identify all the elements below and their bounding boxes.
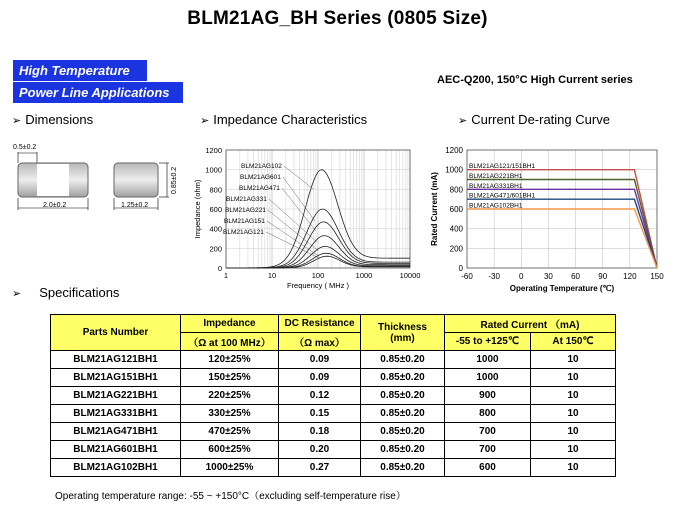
curve-label: BLM21AG601 xyxy=(240,174,281,181)
y-tick-label: 1200 xyxy=(205,146,222,155)
series-label: BLM21AG471/601BH1 xyxy=(469,192,536,200)
banner-high-temperature: High Temperature xyxy=(13,60,147,81)
th-rated-range: -55 to +125℃ xyxy=(445,333,531,351)
table-cell: 0.12 xyxy=(279,387,361,405)
aec-note: AEC-Q200, 150°C High Current series xyxy=(437,74,633,86)
section-derating xyxy=(458,112,610,127)
table-cell: 0.85±0.20 xyxy=(361,441,445,459)
table-row xyxy=(51,423,616,441)
arrow-icon: ➢ xyxy=(458,115,468,127)
table-cell: 10 xyxy=(531,387,616,405)
table-cell: 10 xyxy=(531,441,616,459)
y-tick-label: 0 xyxy=(217,264,222,273)
x-tick-label: 10000 xyxy=(399,271,421,280)
x-axis-label: Frequency ( MHz ) xyxy=(286,281,350,290)
table-row xyxy=(51,405,616,423)
x-tick-label: 100 xyxy=(311,271,325,280)
table-cell: 600 xyxy=(445,459,531,477)
table-cell: 120±25% xyxy=(181,351,279,369)
table-cell: 700 xyxy=(445,423,531,441)
table-cell: BLM21AG331BH1 xyxy=(51,405,181,423)
th-thickness-unit: (mm) xyxy=(390,332,415,344)
table-cell: 330±25% xyxy=(181,405,279,423)
arrow-icon: ➢ xyxy=(200,115,210,127)
table-cell: BLM21AG151BH1 xyxy=(51,369,181,387)
series-label: BLM21AG121/151BH1 xyxy=(469,163,536,171)
table-row xyxy=(51,441,616,459)
y-tick-label: 600 xyxy=(449,205,463,214)
specifications-table xyxy=(50,314,616,477)
th-dc: DC Resistance xyxy=(279,315,361,333)
table-cell: 700 xyxy=(445,441,531,459)
y-tick-label: 200 xyxy=(449,244,463,254)
table-cell: 10 xyxy=(531,351,616,369)
th-impedance-sub: （Ω at 100 MHz） xyxy=(181,333,279,351)
chip-side-view xyxy=(114,163,158,197)
table-cell: 0.85±0.20 xyxy=(361,405,445,423)
y-tick-label: 1200 xyxy=(445,146,463,155)
curve-label: BLM21AG471 xyxy=(239,185,280,192)
x-tick-label: 1 xyxy=(223,271,229,280)
arrow-icon: ➢ xyxy=(12,115,22,127)
x-tick-label: 1000 xyxy=(355,271,373,280)
table-cell: 0.85±0.20 xyxy=(361,351,445,369)
table-cell: 1000 xyxy=(445,351,531,369)
table-row xyxy=(51,459,616,477)
table-cell: 10 xyxy=(531,369,616,387)
curve-label: BLM21AG331 xyxy=(226,196,267,203)
x-tick-label: 120 xyxy=(623,272,637,281)
section-label: Specifications xyxy=(39,285,120,300)
table-cell: 1000±25% xyxy=(181,459,279,477)
dim-label-length: 2.0±0.2 xyxy=(43,202,67,209)
curve-label: BLM21AG102 xyxy=(241,163,282,170)
table-cell: 900 xyxy=(445,387,531,405)
dim-label-terminal: 0.5±0.2 xyxy=(13,144,37,151)
y-tick-label: 600 xyxy=(209,205,222,214)
table-cell: BLM21AG102BH1 xyxy=(51,459,181,477)
table-cell: 1000 xyxy=(445,369,531,387)
banner-power-line: Power Line Applications xyxy=(13,82,183,103)
table-cell: 220±25% xyxy=(181,387,279,405)
section-specs xyxy=(12,285,119,300)
x-tick-label: 60 xyxy=(571,272,581,281)
table-cell: BLM21AG471BH1 xyxy=(51,423,181,441)
curve-label: BLM21AG121 xyxy=(223,229,264,236)
th-dc-sub: （Ω max） xyxy=(279,333,361,351)
table-cell: 10 xyxy=(531,459,616,477)
x-tick-label: 0 xyxy=(519,272,524,281)
leader-line xyxy=(283,177,315,221)
table-cell: 0.15 xyxy=(279,405,361,423)
y-tick-label: 400 xyxy=(449,224,463,234)
table-cell: 0.18 xyxy=(279,423,361,441)
dim-label-thickness: 0.85±0.2 xyxy=(171,166,178,194)
footnote: Operating temperature range: -55 ~ +150°C（excluding self-temperature rise） xyxy=(55,491,406,502)
y-tick-label: 1000 xyxy=(445,165,463,175)
table-cell: BLM21AG221BH1 xyxy=(51,387,181,405)
chip-body xyxy=(37,164,69,196)
leader-line xyxy=(268,210,318,251)
y-tick-label: 400 xyxy=(209,224,222,234)
y-tick-label: 800 xyxy=(449,185,463,195)
y-tick-label: 200 xyxy=(209,244,222,254)
table-cell: 800 xyxy=(445,405,531,423)
table-row xyxy=(51,387,616,405)
x-tick-label: 150 xyxy=(650,272,664,281)
x-tick-label: -30 xyxy=(488,272,500,281)
y-axis-label: Impedance (ohm) xyxy=(193,179,202,239)
y-tick-label: 0 xyxy=(458,264,463,273)
table-cell: 0.85±0.20 xyxy=(361,387,445,405)
derating-line xyxy=(467,209,657,268)
leader-line xyxy=(267,221,319,256)
leader-line xyxy=(269,199,317,242)
derating-chart xyxy=(425,138,670,293)
th-impedance: Impedance xyxy=(181,315,279,333)
x-tick-label: 30 xyxy=(543,272,553,281)
th-rated-150: At 150℃ xyxy=(531,333,616,351)
dimensions-drawing xyxy=(8,138,188,218)
y-tick-label: 1000 xyxy=(205,165,222,175)
section-dimensions xyxy=(12,112,93,127)
th-parts: Parts Number xyxy=(51,315,181,351)
x-tick-label: -60 xyxy=(461,272,473,281)
table-cell: 0.09 xyxy=(279,351,361,369)
section-impedance xyxy=(200,112,367,127)
table-cell: 470±25% xyxy=(181,423,279,441)
table-cell: BLM21AG121BH1 xyxy=(51,351,181,369)
section-label: Impedance Characteristics xyxy=(213,112,368,127)
curve-label: BLM21AG221 xyxy=(225,207,266,214)
x-tick-label: 90 xyxy=(598,272,608,281)
impedance-chart xyxy=(190,138,430,293)
series-label: BLM21AG221BH1 xyxy=(469,173,523,180)
table-row xyxy=(51,351,616,369)
x-tick-label: 10 xyxy=(267,271,277,280)
series-label: BLM21AG331BH1 xyxy=(469,182,523,190)
table-cell: 0.85±0.20 xyxy=(361,423,445,441)
section-label: Current De-rating Curve xyxy=(471,112,610,127)
table-cell: 0.85±0.20 xyxy=(361,369,445,387)
table-row xyxy=(51,369,616,387)
arrow-icon: ➢ xyxy=(12,288,22,300)
table-cell: 10 xyxy=(531,405,616,423)
th-thickness xyxy=(361,315,445,351)
curve-label: BLM21AG151 xyxy=(224,218,265,225)
th-rated: Rated Current （mA) xyxy=(445,315,616,333)
table-cell: BLM21AG601BH1 xyxy=(51,441,181,459)
y-axis-label: Rated Current (mA) xyxy=(430,172,439,246)
table-cell: 0.27 xyxy=(279,459,361,477)
table-cell: 0.09 xyxy=(279,369,361,387)
table-cell: 10 xyxy=(531,423,616,441)
y-tick-label: 800 xyxy=(209,185,222,195)
x-axis-label: Operating Temperature (℃) xyxy=(509,284,615,293)
th-thickness-label: Thickness xyxy=(378,321,427,333)
series-label: BLM21AG102BH1 xyxy=(469,202,523,210)
table-cell: 0.85±0.20 xyxy=(361,459,445,477)
table-cell: 600±25% xyxy=(181,441,279,459)
table-cell: 150±25% xyxy=(181,369,279,387)
section-label: Dimensions xyxy=(25,112,94,127)
dim-label-width: 1.25±0.2 xyxy=(121,202,149,209)
table-cell: 0.20 xyxy=(279,441,361,459)
page-title: BLM21AG_BH Series (0805 Size) xyxy=(187,8,488,29)
